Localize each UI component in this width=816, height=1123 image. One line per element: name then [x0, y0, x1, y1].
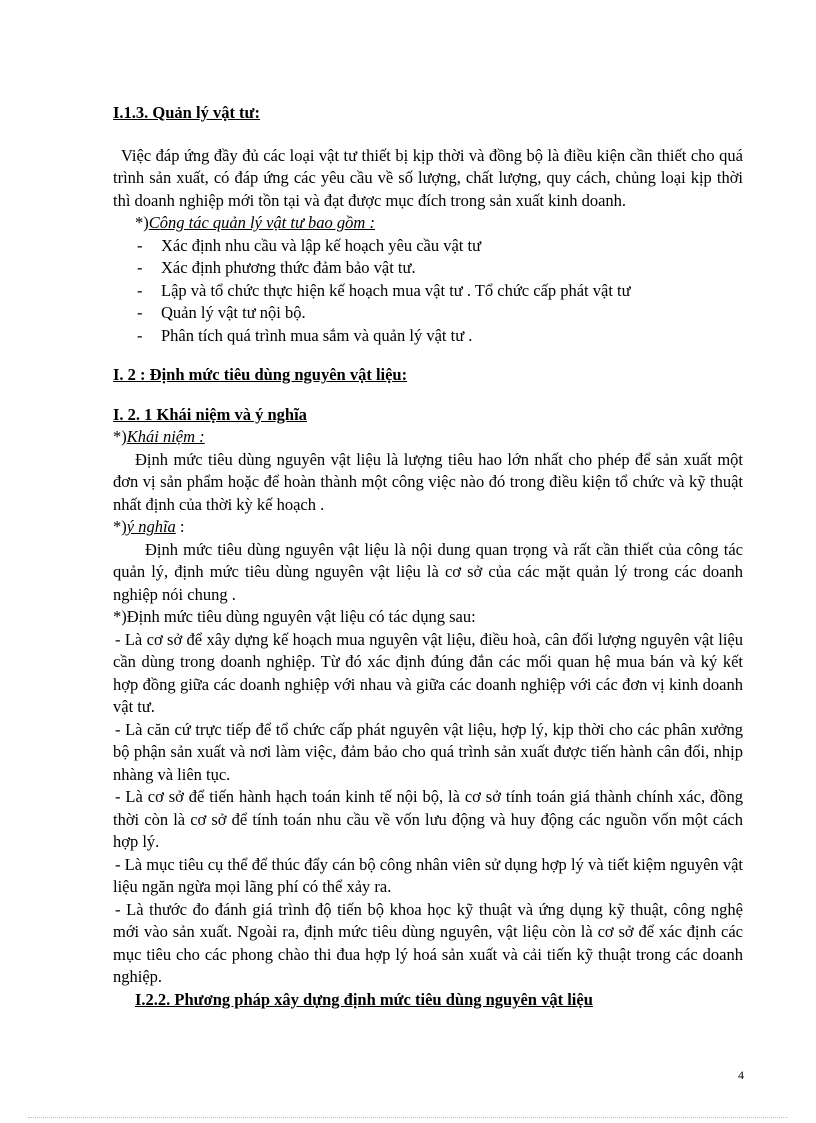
heading-phuong-phap-wrap: [113, 989, 743, 1012]
heading-quan-ly-vat-tu: I.1.3. Quản lý vật tư:: [113, 103, 260, 122]
list-item-text: Xác định phương thức đảm bảo vật tư.: [161, 258, 416, 277]
effects-lead: *)Định mức tiêu dùng nguyên vật liệu có tác dụng sau:: [113, 607, 476, 626]
footer-divider: [28, 1117, 788, 1118]
page-number: 4: [738, 1068, 744, 1082]
effect-item: - Là thước đo đánh giá trình độ tiến bộ khoa học kỹ thuật và ứng dụng kỹ thuật, công nghệ mới vào sản xuất. Ngoài ra, định mức tiêu dùng nguyên, vật liệu còn là cơ sở để xác định các mục tiêu cho các phong chào thi đua hợp lý hoá sản xuất và cải tiến kỹ thuật trong các doanh nghiệp.: [113, 899, 743, 986]
dash-marker: -: [137, 303, 143, 322]
meaning-label: [113, 516, 743, 539]
list-item: [113, 257, 743, 280]
meaning-prefix: *): [113, 517, 127, 536]
dash-marker: -: [137, 325, 143, 345]
spacer: [113, 387, 743, 404]
list-item: [113, 280, 743, 303]
list-item-text: Quản lý vật tư nội bộ.: [161, 303, 306, 322]
list-item: [113, 235, 743, 258]
heading-dinh-muc: I. 2 : Định mức tiêu dùng nguyên vật liệu:: [113, 365, 408, 384]
page-content: [113, 102, 743, 1011]
meaning-suffix: :: [175, 517, 185, 536]
dash-marker: -: [137, 235, 143, 255]
effect-item: - Là cơ sở để tiến hành hạch toán kinh tế nội bộ, là cơ sở tính toán giá thành chính xác, đồng thời còn là cơ sở để tính toán nhu cầu về vốn lưu động và huy động các nguồn vốn một cách hợp lý.: [113, 787, 743, 851]
concept-label-text: Khái niệm :: [126, 427, 205, 446]
effect-item: - Là cơ sở để xây dựng kế hoạch mua nguyên vật liệu, điều hoà, cân đối lượng nguyên vật liệu cần dùng trong doanh nghiệp. Từ đó xác định đúng đắn các mối quan hệ mua bán và ký kết hợp đồng giữa các doanh nghiệp với nhau và giữa các doanh nghiệp với các đơn vị kinh doanh vật tư.: [113, 629, 743, 716]
meaning-label-text: ý nghĩa: [126, 517, 176, 536]
concept-prefix: *): [113, 427, 127, 446]
effect-item: - Là căn cứ trực tiếp để tổ chức cấp phát nguyên vật liệu, hợp lý, kịp thời cho các phân xưởng bộ phận sản xuất và nơi làm việc, đảm bảo cho quá trình sản xuất được tiến hành cân đối, nhịp nhàng và liên tục.: [113, 719, 743, 784]
heading-phuong-phap: I.2.2. Phương pháp xây dựng định mức tiêu dùng nguyên vật liệu: [135, 989, 593, 1009]
list-lead: [113, 212, 743, 235]
effect-item: - Là mục tiêu cụ thể để thúc đẩy cán bộ công nhân viên sử dụng hợp lý và tiết kiệm nguyên vật liệu ngăn ngừa mọi lãng phí có thể xảy ra.: [113, 854, 743, 896]
list-item: [113, 302, 743, 325]
concept-paragraph: Định mức tiêu dùng nguyên vật liệu là lượng tiêu hao lớn nhất cho phép để sản xuất một đơn vị sản phẩm hoặc để hoàn thành một công việc nào đó trong điều kiện tổ chức và kỹ thuật nhất định của thời kỳ kế hoạch .: [113, 449, 743, 514]
paragraph-quan-ly-vat-tu: Việc đáp ứng đầy đủ các loại vật tư thiết bị kịp thời và đồng bộ là điều kiện cần thiết cho quá trình sản xuất, có đáp ứng các yêu cầu về số lượng, chất lượng, quy cách, chủng loại kịp thời thì doanh nghiệp mới tồn tại và đạt được mục đích trong sản xuất kinh doanh.: [113, 145, 743, 210]
dash-marker: -: [137, 258, 143, 277]
dash-marker: -: [137, 280, 143, 300]
list-item-text: Phân tích quá trình mua sắm và quản lý vật tư .: [161, 325, 473, 345]
concept-label: [113, 426, 743, 449]
list-lead-text: Công tác quản lý vật tư bao gồm :: [148, 213, 375, 232]
list-lead-prefix: *): [135, 213, 149, 232]
management-task-list: [113, 235, 743, 348]
list-item-text: Lập và tổ chức thực hiện kế hoạch mua vật tư . Tổ chức cấp phát vật tư: [161, 280, 631, 300]
spacer: [113, 347, 743, 364]
meaning-paragraph: Định mức tiêu dùng nguyên vật liệu là nội dung quan trọng và rất cần thiết của công tác quản lý, định mức tiêu dùng nguyên vật liệu là cơ sở của các mặt quản lý trong các doanh nghiệp nói chung .: [113, 539, 743, 604]
list-item: [113, 325, 743, 348]
heading-khai-niem-y-nghia: I. 2. 1 Khái niệm và ý nghĩa: [113, 404, 307, 424]
list-item-text: Xác định nhu cầu và lập kế hoạch yêu cầu vật tư: [161, 235, 482, 255]
